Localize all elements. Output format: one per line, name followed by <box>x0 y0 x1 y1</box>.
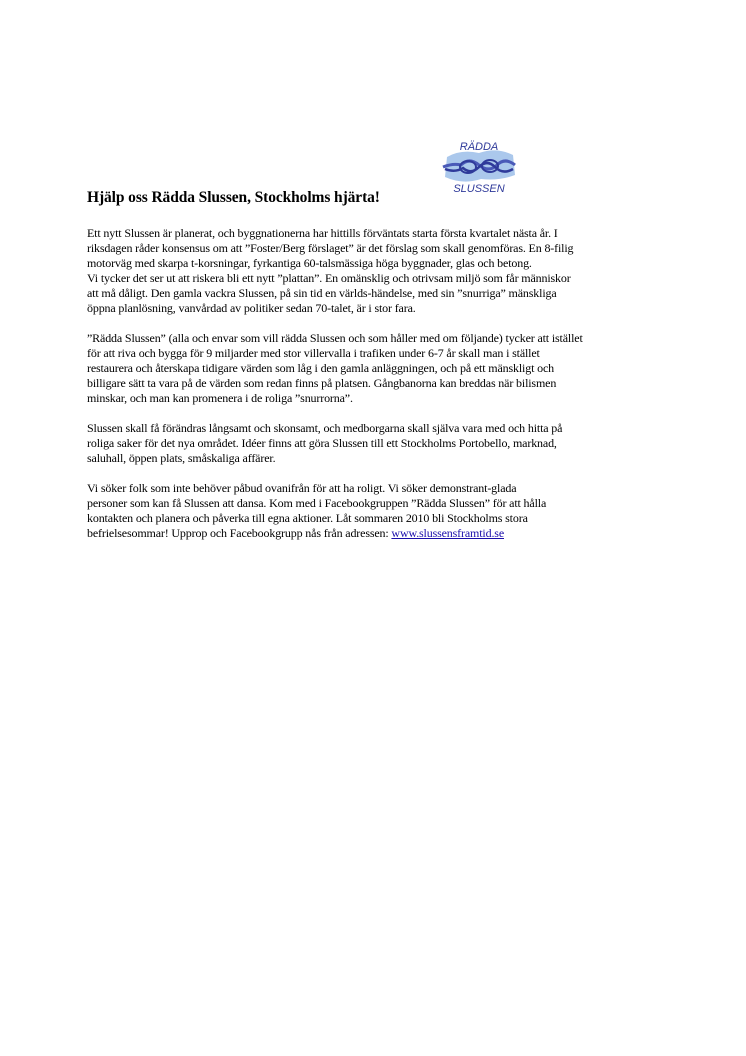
text-line: restaurera och återskapa tidigare värden som låg i den gamla anläggningen, och på ett mänskligt och <box>87 361 554 375</box>
text-line: minskar, och man kan promenera i de roliga ”snurrorna”. <box>87 391 353 405</box>
radda-slussen-logo <box>439 135 519 199</box>
paragraph-1 <box>87 226 677 316</box>
paragraph-3 <box>87 421 677 466</box>
text-line: riksdagen råder konsensus om att ”Foster/Berg förslaget” är det förslag som skall genomföras. En 8-filig <box>87 241 574 255</box>
text-line: Slussen skall få förändras långsamt och skonsamt, och medborgarna skall själva vara med och hitta på <box>87 421 563 435</box>
text-line: motorväg med skarpa t-korsningar, fyrkantiga 60-talsmässiga höga byggnader, glas och betong. <box>87 256 532 270</box>
article-body <box>87 226 677 556</box>
svg-text:RÄDDA: RÄDDA <box>459 141 499 153</box>
text-line: Vi söker folk som inte behöver påbud ovanifrån för att ha roligt. Vi söker demonstrant-glada <box>87 481 517 495</box>
text-line: ”Rädda Slussen” (alla och envar som vill rädda Slussen och som håller med om följande) tycker att istället <box>87 331 583 345</box>
text-line: öppna planlösning, vanvårdad av politiker sedan 70-talet, är i stor fara. <box>87 301 416 315</box>
text-line: roliga saker för det nya området. Idéer finns att göra Slussen till ett Stockholms Portobello, marknad, <box>87 436 557 450</box>
text-line: personer som kan få Slussen att dansa. Kom med i Facebookgruppen ”Rädda Slussen” för att hålla <box>87 496 547 510</box>
text-line: Ett nytt Slussen är planerat, och byggnationerna har hittills förväntats starta första kvartalet nästa år. I <box>87 226 558 240</box>
text-line: saluhall, öppen plats, småskaliga affärer. <box>87 451 276 465</box>
text-line: kontakten och planera och påverka till egna aktioner. Låt sommaren 2010 bli Stockholms stora <box>87 511 528 525</box>
page-title: Hjälp oss Rädda Slussen, Stockholms hjärta! <box>87 189 380 206</box>
website-link[interactable]: www.slussensframtid.se <box>391 526 504 540</box>
text-line: att må dåligt. Den gamla vackra Slussen, på sin tid en världs-händelse, med sin ”snurriga” mänskliga <box>87 286 557 300</box>
text-line: Vi tycker det ser ut att riskera bli ett nytt ”plattan”. En omänsklig och otrivsam miljö som får människor <box>87 271 571 285</box>
text-line: för att riva och bygga för 9 miljarder med stor villervalla i trafiken under 6-7 år skall man i stället <box>87 346 540 360</box>
text-line: befrielsesommar! Upprop och Facebookgrupp nås från adressen: <box>87 526 392 540</box>
svg-text:SLUSSEN: SLUSSEN <box>453 183 505 195</box>
paragraph-2 <box>87 331 677 406</box>
text-line-with-link <box>87 526 677 541</box>
paragraph-4 <box>87 481 677 541</box>
text-line: billigare sätt ta vara på de värden som redan finns på platsen. Gångbanorna kan breddas när bilismen <box>87 376 557 390</box>
